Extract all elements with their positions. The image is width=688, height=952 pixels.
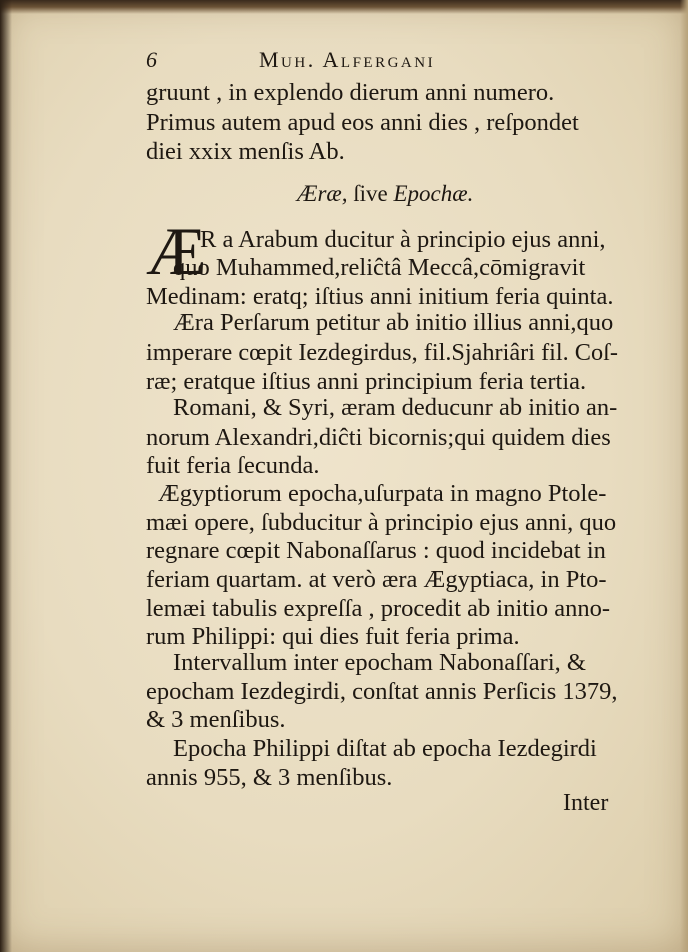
text-line: mæi opere, ſubducitur à principio ejus anni, quo <box>146 509 617 536</box>
text-line: lemæi tabulis expreſſa , procedit ab initio anno- <box>146 595 611 622</box>
text-line: gruunt , in explendo dierum anni numero. <box>146 79 555 106</box>
text-line: feriam quartam. at verò æra Ægyptiaca, in Pto- <box>146 566 607 593</box>
text-line: Intervallum inter epocham Nabonaſſari, & <box>173 649 586 676</box>
heading-part2: ſive <box>353 181 388 206</box>
text-line: Primus autem apud eos anni dies , reſpondet <box>146 109 579 136</box>
page-number: 6 <box>146 47 157 72</box>
section-heading <box>297 181 473 207</box>
text-line: Epocha Philippi diſtat ab epocha Iezdegirdi <box>173 735 597 762</box>
page-top-shadow <box>0 0 688 14</box>
para1-first-line: R a Arabum ducitur à principio ejus anni, <box>200 226 606 253</box>
text-line: epocham Iezdegirdi, conſtat annis Perſicis 1379, <box>146 678 618 705</box>
page-binding-shadow <box>0 0 12 952</box>
para1-line: quo Muhammed,reliĉtâ Meccâ,cōmigravit <box>173 254 586 281</box>
catchword: Inter <box>563 790 609 816</box>
heading-part1: Æræ, <box>297 181 348 206</box>
page-fore-edge <box>680 0 688 952</box>
para1-line: Medinam: eratq; iſtius anni initium feria quinta. <box>146 283 614 310</box>
text-line: ræ; eratque iſtius anni principium feria tertia. <box>146 368 587 395</box>
text-line: norum Alexandri,diĉti bicornis;qui quidem dies <box>146 424 611 451</box>
text-line: Ægyptiorum epocha,uſurpata in magno Ptole- <box>158 480 607 507</box>
running-title: Muh. Alfergani <box>259 47 436 72</box>
text-line: annis 955, & 3 menſibus. <box>146 764 393 791</box>
text-line: imperare cœpit Iezdegirdus, fil.Sjahriâri fil. Coſ- <box>146 339 618 366</box>
text-line: Æra Perſarum petitur ab initio illius anni,quo <box>173 309 614 336</box>
drop-cap: Æ <box>146 213 207 289</box>
text-line: Romani, & Syri, æram deducunr ab initio an- <box>173 394 618 421</box>
heading-part3: Epochæ. <box>393 181 474 206</box>
text-line: diei xxix menſis Ab. <box>146 138 345 165</box>
text-line: & 3 menſibus. <box>146 706 286 733</box>
text-line: regnare cœpit Nabonaſſarus : quod incidebat in <box>146 537 606 564</box>
text-line: rum Philippi: qui dies fuit feria prima. <box>146 623 520 650</box>
text-line: fuit feria ſecunda. <box>146 452 320 479</box>
